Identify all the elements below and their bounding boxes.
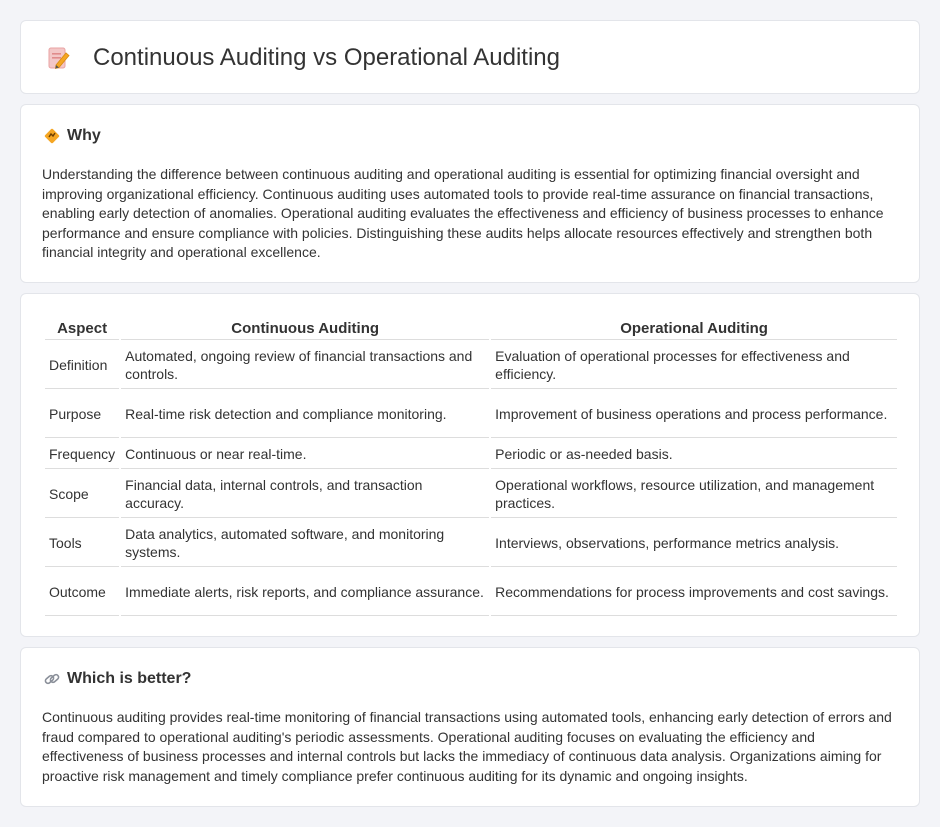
which-better-card — [20, 647, 920, 807]
row-aspect: Purpose — [45, 391, 119, 438]
row-aspect: Tools — [45, 520, 119, 567]
row-continuous: Real-time risk detection and compliance monitoring. — [121, 391, 489, 438]
table-row — [45, 440, 897, 469]
header-operational: Operational Auditing — [491, 318, 897, 340]
row-continuous: Data analytics, automated software, and monitoring systems. — [121, 520, 489, 567]
row-operational: Recommendations for process improvements and cost savings. — [491, 569, 897, 616]
better-heading: Which is better? — [67, 670, 192, 687]
why-heading: Why — [67, 127, 101, 144]
diamond-sign-icon — [43, 127, 61, 145]
row-continuous: Automated, ongoing review of financial transactions and controls. — [121, 342, 489, 389]
table-row — [45, 391, 897, 438]
row-operational: Improvement of business operations and process performance. — [491, 391, 897, 438]
row-aspect: Definition — [45, 342, 119, 389]
row-operational: Periodic or as-needed basis. — [491, 440, 897, 469]
row-operational: Operational workflows, resource utilization, and management practices. — [491, 471, 897, 518]
header-aspect: Aspect — [45, 318, 119, 340]
comparison-table — [43, 316, 899, 618]
why-card — [20, 104, 920, 283]
better-paragraph: Continuous auditing provides real-time monitoring of financial transactions using automated tools, enhancing early detection of errors and fraud compared to operational auditing's periodic assessments. Operational auditing focuses on evaluating the efficiency and effectiveness of business processes and internal controls but lacks the immediacy of continuous data analysis. Organizations aiming for proactive risk management and timely compliance prefer continuous auditing for its dynamic and ongoing insights. — [42, 709, 892, 784]
row-aspect: Frequency — [45, 440, 119, 469]
document-pencil-icon — [47, 45, 71, 71]
row-operational: Interviews, observations, performance metrics analysis. — [491, 520, 897, 567]
header-continuous: Continuous Auditing — [121, 318, 489, 340]
link-icon — [43, 670, 61, 688]
table-row — [45, 520, 897, 567]
why-paragraph: Understanding the difference between continuous auditing and operational auditing is essential for optimizing financial oversight and improving organizational efficiency. Continuous auditing uses automated tools to provide real-time assurance on financial transactions, enabling early detection of anomalies. Operational auditing evaluates the effectiveness and efficiency of business processes to enhance performance and ensure compliance with policies. Distinguishing these audits helps allocate resources effectively and strengthen both financial integrity and operational excellence. — [42, 166, 884, 261]
title-card — [20, 20, 920, 94]
table-row — [45, 342, 897, 389]
title-row — [47, 44, 560, 72]
row-continuous: Immediate alerts, risk reports, and compliance assurance. — [121, 569, 489, 616]
table-header-row — [45, 318, 897, 340]
row-operational: Evaluation of operational processes for effectiveness and efficiency. — [491, 342, 897, 389]
row-continuous: Financial data, internal controls, and transaction accuracy. — [121, 471, 489, 518]
row-continuous: Continuous or near real-time. — [121, 440, 489, 469]
page-title: Continuous Auditing vs Operational Auditing — [93, 44, 560, 71]
row-aspect: Scope — [45, 471, 119, 518]
row-aspect: Outcome — [45, 569, 119, 616]
better-heading-row — [43, 670, 191, 688]
why-heading-row — [43, 127, 101, 145]
comparison-card — [20, 293, 920, 637]
table-row — [45, 471, 897, 518]
table-row — [45, 569, 897, 616]
